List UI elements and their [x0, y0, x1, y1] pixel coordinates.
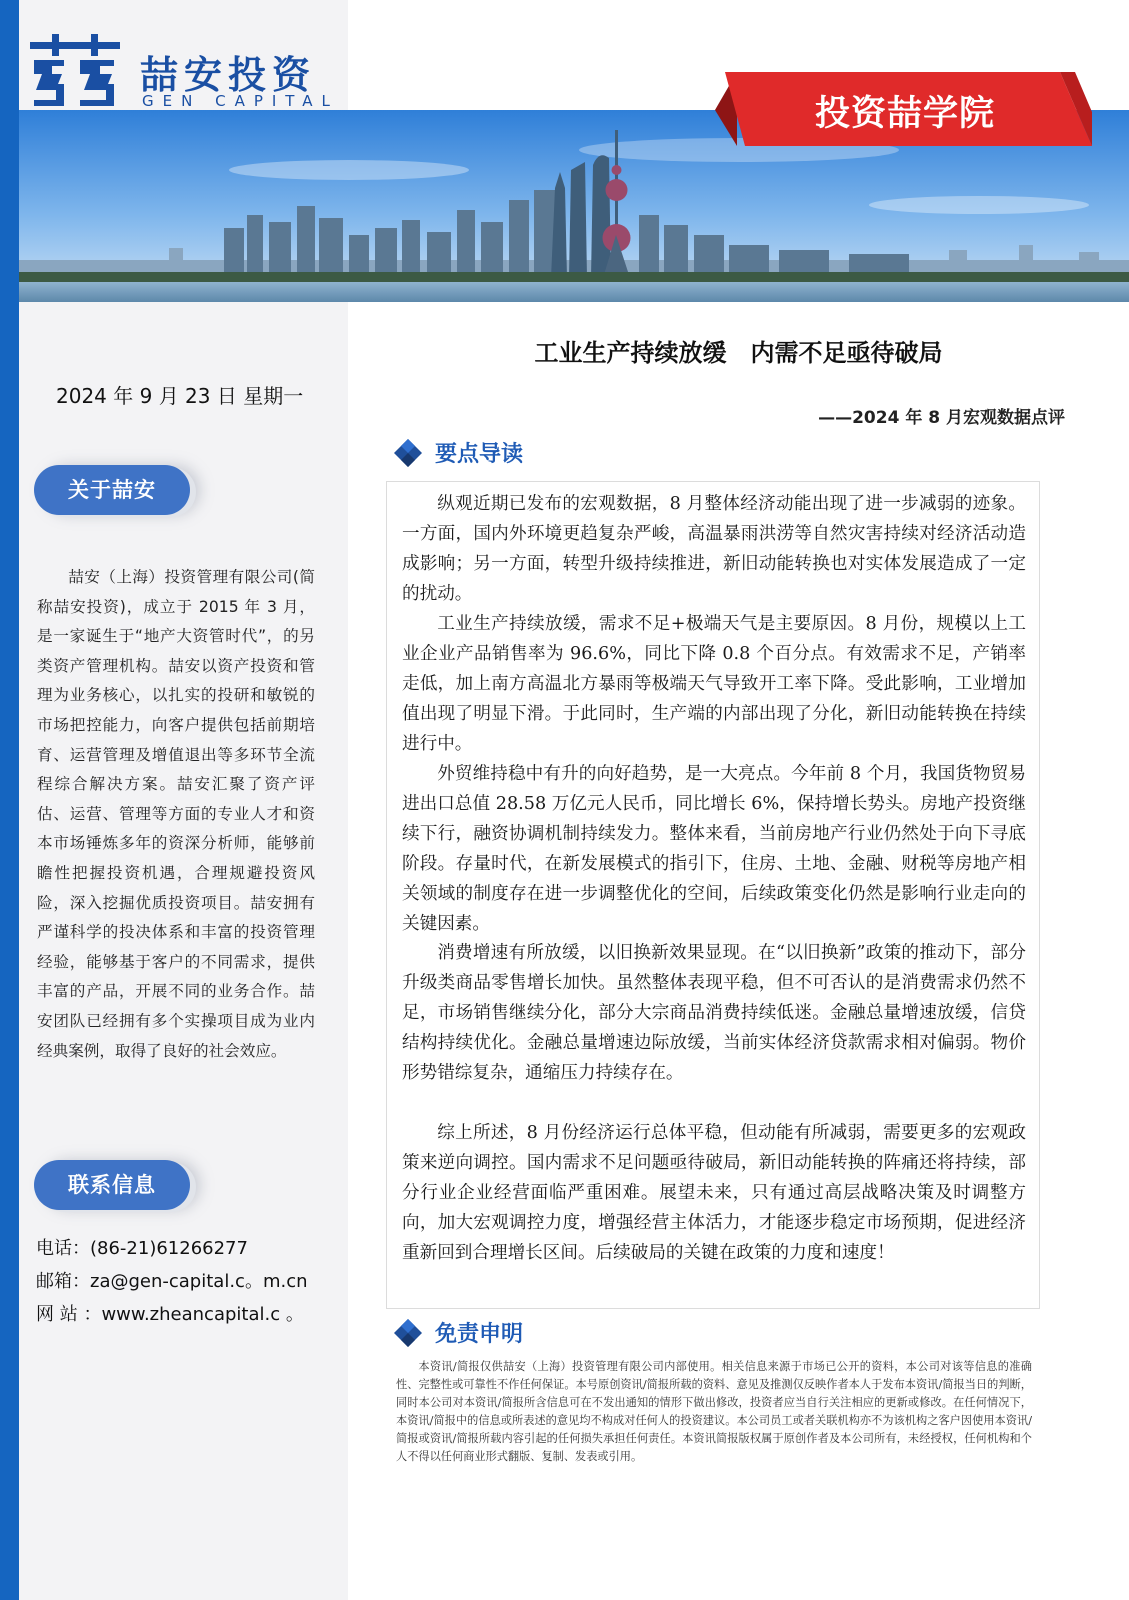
contact-phone: 电话：(86-21)61266277 — [36, 1238, 248, 1259]
summary-paragraph: 外贸维持稳中有升的向好趋势，是一大亮点。今年前 8 个月，我国货物贸易进出口总值 28.58 万亿元人民币，同比增长 6%，保持增长势头。房地产投资继续下行，融资协调机制持续发力。整体来看，当前房地产行业仍然处于向下寻底阶段。存量时代，在新发展模式的指引下，住房、土地、金融、财税等房地产相关领域的制度存在进一步调整优化的空间，后续政策变化仍然是影响行业走向的关键因素。 — [402, 764, 1026, 934]
summary-paragraph: 综上所述，8 月份经济运行总体平稳，但动能有所减弱，需要更多的宏观政策来逆向调控。国内需求不足问题亟待破局，新旧动能转换的阵痛还将持续，部分行业企业经营面临严重困难。展望未来，只有通过高层战略决策及时调整方向，加大宏观调控力度，增强经营主体活力，才能逐步稳定市场预期，促进经济重新回到合理增长区间。后续破局的关键在政策的力度和速度！ — [402, 1123, 1026, 1263]
banner-tag: 投资喆学院 — [815, 94, 996, 134]
gen-capital-logo-icon — [30, 34, 120, 108]
about-label: 关于喆安 — [34, 465, 190, 515]
brand-name-en: GEN CAPITAL — [142, 92, 339, 110]
diamond-bullet-icon — [393, 1318, 423, 1348]
diamond-bullet-icon — [393, 438, 423, 468]
brand-name-cn: 喆安投资 — [140, 53, 317, 97]
disclaimer-heading — [393, 1317, 523, 1348]
publish-date: 2024 年 9 月 23 日 星期一 — [56, 384, 304, 408]
disclaimer-text: 本资讯/简报仅供喆安（上海）投资管理有限公司内部使用。相关信息来源于市场已公开的资料，本公司对该等信息的准确性、完整性或可靠性不作任何保证。本号原创资讯/简报所载的资料、意见及推测仅反映作者本人于发布本资讯/简报当日的判断，同时本公司对本资讯/简报所含信息可在不发出通知的情形下做出修改，投资者应当自行关注相应的更新或修改。在任何情况下，本资讯/简报中的信息或所表述的意见均不构成对任何人的投资建议。本公司员工或者关联机构亦不为该机构之客户因使用本资讯/简报或资讯/简报所载内容引起的任何损失承担任何责任。本资讯简报版权属于原创作者及本公司所有，未经授权，任何机构和个人不得以任何商业形式翻版、复制、发表或引用。 — [396, 1360, 1032, 1463]
article-subtitle: ——2024 年 8 月宏观数据点评 — [818, 408, 1065, 428]
contact-website: 网 站 ：www.zheancapital.c 。 — [36, 1304, 304, 1325]
summary-heading-text: 要点导读 — [435, 442, 524, 467]
left-accent-stripe — [0, 0, 19, 1600]
summary-heading — [393, 437, 523, 468]
disclaimer-heading-text: 免责申明 — [435, 1322, 524, 1347]
brand-logo — [30, 34, 340, 114]
summary-paragraph: 消费增速有所放缓，以旧换新效果显现。在“以旧换新”政策的推动下，部分升级类商品零售增长加快。虽然整体表现平稳，但不可否认的是消费需求仍然不足，市场销售继续分化，部分大宗商品消费持续低迷。金融总量增速放缓，信贷结构持续优化。金融总量增速边际放缓，当前实体经济贷款需求相对偏弱。物价形势错综复杂，通缩压力持续存在。 — [402, 943, 1026, 1083]
summary-paragraph: 工业生产持续放缓，需求不足+极端天气是主要原因。8 月份，规模以上工业企业产品销售率为 96.6%，同比下降 0.8 个百分点。有效需求不足，产销率走低，加上南方高温北方暴雨等极端天气导致开工率下降。受此影响，工业增加值出现了明显下滑。于此同时，生产端的内部出现了分化，新旧动能转换在持续进行中。 — [402, 614, 1026, 754]
summary-paragraph: 纵观近期已发布的宏观数据，8 月整体经济动能出现了进一步减弱的迹象。一方面，国内外环境更趋复杂严峻，高温暴雨洪涝等自然灾害持续对经济活动造成影响；另一方面，转型升级持续推进，新旧动能转换也对实体发展造成了一定的扰动。 — [402, 494, 1026, 604]
article-title: 工业生产持续放缓 内需不足亟待破局 — [534, 339, 943, 367]
about-text: 喆安（上海）投资管理有限公司(简称喆安投资)，成立于 2015 年 3 月，是一家诞生于“地产大资管时代”，的另类资产管理机构。喆安以资产投资和管理为业务核心，以扎实的投研和敏锐的市场把控能力，向客户提供包括前期培育、运营管理及增值退出等多环节全流程综合解决方案。喆安汇聚了资产评估、运营、管理等方面的专业人才和资本市场锤炼多年的资深分析师，能够前瞻性把握投资机遇，合理规避投资风险，深入挖掘优质投资项目。喆安拥有严谨科学的投决体系和丰富的投资管理经验，能够基于客户的不同需求，提供丰富的产品，开展不同的业务合作。喆安团队已经拥有多个实操项目成为业内经典案例，取得了良好的社会效应。 — [37, 568, 315, 1060]
contact-label: 联系信息 — [34, 1160, 190, 1210]
contact-email: 邮箱：za@gen-capital.c。m.cn — [36, 1271, 308, 1292]
